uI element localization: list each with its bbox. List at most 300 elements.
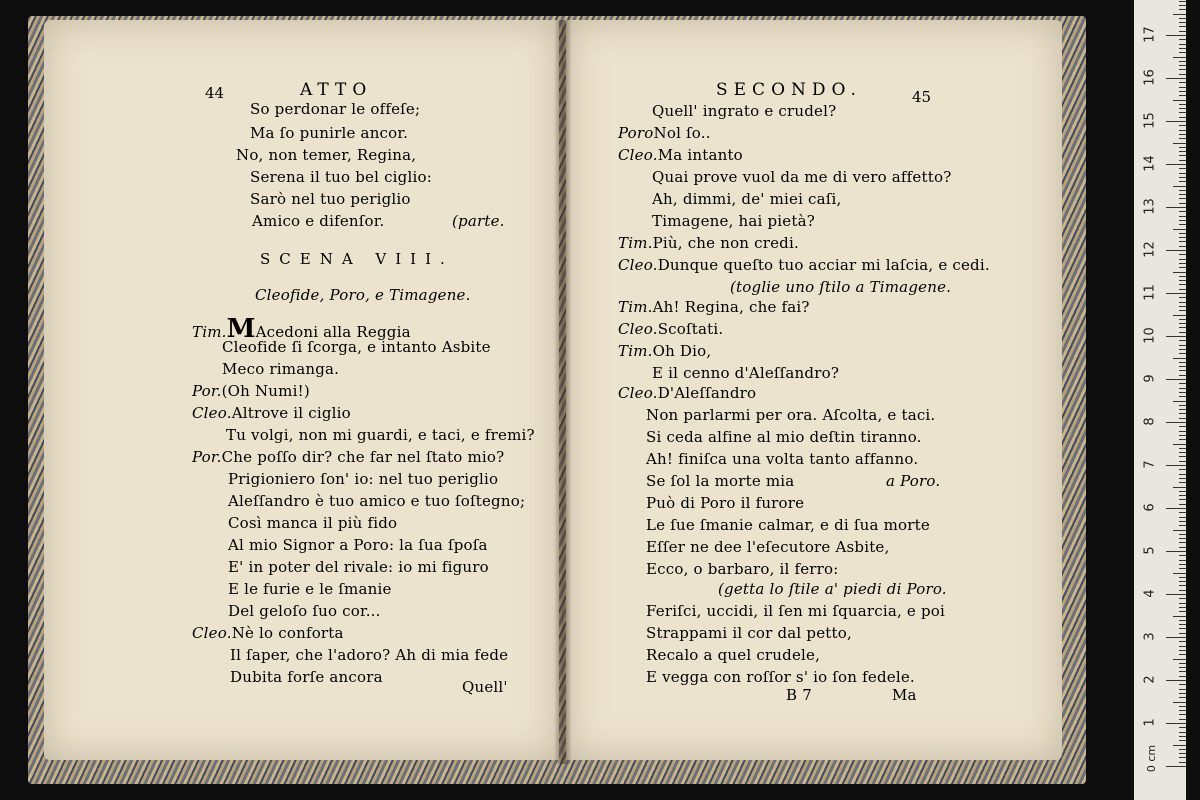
line-text: Dubita forſe ancora xyxy=(230,668,383,686)
text-line xyxy=(652,168,951,186)
line-text: Ah! finiſca una volta tanto affanno. xyxy=(646,450,919,468)
ruler-tick xyxy=(1166,637,1186,638)
ruler-tick xyxy=(1166,121,1186,122)
ruler-tick xyxy=(1179,370,1186,371)
ruler-tick xyxy=(1179,220,1186,221)
ruler-tick xyxy=(1179,254,1186,255)
ruler-tick xyxy=(1173,487,1186,488)
ruler-tick xyxy=(1179,375,1186,376)
text-line xyxy=(226,426,535,444)
text-line xyxy=(646,668,915,686)
ruler-tick xyxy=(1179,177,1186,178)
line-text: Cleofide, Poro, e Timagene. xyxy=(255,286,471,304)
speaker-label: Tim. xyxy=(618,234,653,252)
ruler-tick xyxy=(1179,710,1186,711)
speaker-label: Cleo. xyxy=(618,384,658,402)
ruler-tick xyxy=(1179,280,1186,281)
text-line xyxy=(228,580,392,598)
ruler-tick xyxy=(1179,151,1186,152)
ruler-tick xyxy=(1173,229,1186,230)
line-text: Sarò nel tuo periglio xyxy=(250,190,411,208)
ruler-tick xyxy=(1179,48,1186,49)
text-line xyxy=(250,190,411,208)
text-line xyxy=(236,146,416,164)
line-text: Quai prove vuol da me di vero affetto? xyxy=(652,168,952,186)
text-line xyxy=(618,320,723,338)
ruler-tick xyxy=(1166,422,1186,423)
text-line xyxy=(652,212,815,230)
text-line xyxy=(646,428,922,446)
ruler-tick xyxy=(1179,108,1186,109)
ruler-tick xyxy=(1179,22,1186,23)
ruler-tick xyxy=(1173,745,1186,746)
line-text: Acedoni alla Reggia xyxy=(255,323,411,341)
book-gutter xyxy=(554,20,572,764)
text-line xyxy=(646,406,935,424)
line-text: Altrove il ciglio xyxy=(231,404,351,422)
ruler-tick xyxy=(1179,349,1186,350)
ruler-tick xyxy=(1179,181,1186,182)
text-line xyxy=(230,668,383,686)
line-text: Prigioniero ſon' io: nel tuo periglio xyxy=(228,470,499,488)
ruler-number xyxy=(1143,0,1158,2)
text-line xyxy=(652,102,836,120)
text-line xyxy=(228,536,488,554)
ruler-number: 14 xyxy=(1142,155,1158,172)
stage-direction xyxy=(718,580,947,598)
text-line xyxy=(618,342,711,360)
catchword: Ma xyxy=(892,686,917,704)
ruler-tick xyxy=(1179,130,1186,131)
speaker-label: Cleo. xyxy=(192,624,232,642)
speaker-label: Por. xyxy=(192,382,222,400)
ruler-tick xyxy=(1179,452,1186,453)
line-text: Al mio Signor a Poro: la ſua ſpoſa xyxy=(228,536,488,554)
line-text: Timagene, hai pietà? xyxy=(652,212,815,230)
line-text: Che poſſo dir? che far nel ſtato mio? xyxy=(221,448,505,466)
ruler-tick xyxy=(1179,65,1186,66)
ruler-tick xyxy=(1179,302,1186,303)
speaker-label: Tim. xyxy=(618,342,653,360)
text-line xyxy=(250,124,408,142)
running-head: SECONDO. xyxy=(716,80,862,100)
ruler-tick xyxy=(1179,31,1186,32)
ruler-tick xyxy=(1179,160,1186,161)
ruler-tick xyxy=(1179,383,1186,384)
text-line xyxy=(192,624,344,642)
ruler-tick xyxy=(1179,134,1186,135)
ruler-tick xyxy=(1179,667,1186,668)
ruler-tick xyxy=(1179,568,1186,569)
speaker-label: Cleo. xyxy=(618,320,658,338)
ruler-tick xyxy=(1179,233,1186,234)
line-text: Il ſaper, che l'adoro? Ah di mia fede xyxy=(230,646,509,664)
line-text: Ah, dimmi, de' miei caſi, xyxy=(652,190,842,208)
line-text: SCENA VIII. xyxy=(260,250,454,268)
text-line xyxy=(618,384,756,402)
ruler-tick xyxy=(1179,125,1186,126)
ruler-number: 17 xyxy=(1142,26,1158,43)
line-text: Così manca il più fido xyxy=(228,514,398,532)
ruler-tick xyxy=(1179,117,1186,118)
text-line xyxy=(646,516,930,534)
ruler-tick xyxy=(1173,659,1186,660)
ruler-tick xyxy=(1166,35,1186,36)
measurement-ruler xyxy=(1134,0,1186,800)
ruler-number: 6 xyxy=(1142,503,1158,512)
ruler-tick xyxy=(1179,577,1186,578)
ruler-tick xyxy=(1179,714,1186,715)
ruler-tick xyxy=(1179,448,1186,449)
ruler-tick xyxy=(1179,693,1186,694)
text-line xyxy=(646,624,852,642)
ruler-tick xyxy=(1179,757,1186,758)
stage-direction: (parte. xyxy=(452,212,505,230)
ruler-tick xyxy=(1179,155,1186,156)
text-line xyxy=(646,494,804,512)
ruler-tick xyxy=(1166,207,1186,208)
text-line xyxy=(618,234,799,252)
ruler-tick xyxy=(1179,74,1186,75)
ruler-tick xyxy=(1179,18,1186,19)
scene-characters xyxy=(255,286,471,304)
ruler-tick xyxy=(1179,246,1186,247)
ruler-tick xyxy=(1173,186,1186,187)
ruler-tick xyxy=(1179,547,1186,548)
catchword: Quell' xyxy=(462,678,508,696)
ruler-number: 11 xyxy=(1142,284,1158,301)
ruler-tick xyxy=(1179,112,1186,113)
text-line xyxy=(618,146,743,164)
ruler-number: 15 xyxy=(1142,112,1158,129)
ruler-tick xyxy=(1179,740,1186,741)
ruler-tick xyxy=(1179,216,1186,217)
ruler-tick xyxy=(1179,388,1186,389)
text-line xyxy=(228,602,381,620)
ruler-tick xyxy=(1179,409,1186,410)
line-text: (getta lo ſtile a' piedi di Poro. xyxy=(718,580,947,598)
ruler-tick xyxy=(1179,241,1186,242)
ruler-tick xyxy=(1179,598,1186,599)
ruler-tick xyxy=(1179,585,1186,586)
ruler-tick xyxy=(1179,39,1186,40)
ruler-tick xyxy=(1179,706,1186,707)
ruler-tick xyxy=(1179,190,1186,191)
line-text: Del geloſo ſuo cor... xyxy=(228,602,381,620)
stage-direction: a Poro. xyxy=(886,472,941,490)
line-text: Eſſer ne dee l'eſecutore Asbite, xyxy=(646,538,890,556)
ruler-tick xyxy=(1166,680,1186,681)
ruler-tick xyxy=(1179,512,1186,513)
line-text: Ma ſo punirle ancor. xyxy=(250,124,409,142)
line-text: So perdonar le offeſe; xyxy=(250,100,421,118)
ruler-tick xyxy=(1179,491,1186,492)
ruler-tick xyxy=(1179,590,1186,591)
line-text: Ecco, o barbaro, il ferro: xyxy=(646,560,839,578)
text-line xyxy=(652,364,839,382)
line-text: Recalo a quel crudele, xyxy=(646,646,821,664)
ruler-tick xyxy=(1173,444,1186,445)
line-text: E vegga con roſſor s' io ſon fedele. xyxy=(646,668,915,686)
ruler-tick xyxy=(1179,439,1186,440)
line-text: Quell' ingrato e crudel? xyxy=(652,102,837,120)
text-line xyxy=(618,298,810,316)
ruler-tick xyxy=(1179,340,1186,341)
stage-direction xyxy=(730,278,951,296)
ruler-unit: 0 cm xyxy=(1145,744,1159,773)
ruler-tick xyxy=(1179,504,1186,505)
line-text: Cleofide ſi ſcorga, e intanto Asbite xyxy=(222,338,491,356)
ruler-tick xyxy=(1179,456,1186,457)
ruler-tick xyxy=(1179,753,1186,754)
ruler-tick xyxy=(1179,306,1186,307)
ruler-number: 8 xyxy=(1142,417,1158,426)
ruler-tick xyxy=(1179,482,1186,483)
line-text: D'Aleſſandro xyxy=(657,384,757,402)
line-text: No, non temer, Regina, xyxy=(236,146,417,164)
ruler-tick xyxy=(1179,87,1186,88)
ruler-tick xyxy=(1166,293,1186,294)
ruler-tick xyxy=(1179,560,1186,561)
ruler-tick xyxy=(1179,267,1186,268)
speaker-label: Poro xyxy=(618,124,654,142)
ruler-tick xyxy=(1166,594,1186,595)
ruler-tick xyxy=(1179,310,1186,311)
ruler-tick xyxy=(1179,689,1186,690)
ruler-tick xyxy=(1173,401,1186,402)
speaker-label: Cleo. xyxy=(192,404,232,422)
text-line xyxy=(618,124,711,142)
ruler-tick xyxy=(1179,396,1186,397)
ruler-tick xyxy=(1179,478,1186,479)
ruler-tick xyxy=(1179,366,1186,367)
ruler-tick xyxy=(1179,69,1186,70)
ruler-tick xyxy=(1179,603,1186,604)
ruler-tick xyxy=(1179,517,1186,518)
ruler-tick xyxy=(1179,697,1186,698)
ruler-number: 12 xyxy=(1142,241,1158,258)
ruler-tick xyxy=(1179,521,1186,522)
ruler-tick xyxy=(1179,719,1186,720)
line-text: Ah! Regina, che fai? xyxy=(652,298,810,316)
line-text: Amico e difenſor. xyxy=(252,212,385,230)
ruler-number: 4 xyxy=(1142,589,1158,598)
ruler-tick xyxy=(1166,766,1186,767)
text-line xyxy=(222,338,491,356)
ruler-tick xyxy=(1173,100,1186,101)
ruler-tick xyxy=(1179,564,1186,565)
ruler-tick xyxy=(1179,9,1186,10)
ruler-tick xyxy=(1179,297,1186,298)
ruler-tick xyxy=(1179,61,1186,62)
ruler-tick xyxy=(1179,684,1186,685)
text-line xyxy=(646,538,889,556)
line-text: (Oh Numi!) xyxy=(221,382,310,400)
ruler-tick xyxy=(1179,499,1186,500)
line-text: Scoſtati. xyxy=(657,320,724,338)
text-line xyxy=(192,404,351,422)
text-line xyxy=(228,514,397,532)
ruler-tick xyxy=(1179,345,1186,346)
ruler-tick xyxy=(1179,194,1186,195)
speaker-label: Cleo. xyxy=(618,146,658,164)
ruler-tick xyxy=(1179,52,1186,53)
ruler-tick xyxy=(1179,237,1186,238)
text-line xyxy=(192,448,504,466)
ruler-tick xyxy=(1173,702,1186,703)
ruler-tick xyxy=(1179,211,1186,212)
ruler-tick xyxy=(1179,736,1186,737)
ruler-tick xyxy=(1166,336,1186,337)
line-text: Tu volgi, non mi guardi, e taci, e fremi? xyxy=(226,426,535,444)
ruler-tick xyxy=(1179,95,1186,96)
ruler-tick xyxy=(1179,284,1186,285)
ruler-tick xyxy=(1179,413,1186,414)
ruler-tick xyxy=(1179,727,1186,728)
ruler-tick xyxy=(1173,315,1186,316)
ruler-tick xyxy=(1173,573,1186,574)
ruler-tick xyxy=(1179,628,1186,629)
ruler-number: 2 xyxy=(1142,675,1158,684)
ruler-number: 7 xyxy=(1142,460,1158,469)
text-line xyxy=(646,602,945,620)
ruler-tick xyxy=(1179,259,1186,260)
ruler-tick xyxy=(1179,461,1186,462)
line-text: Nè lo conforta xyxy=(231,624,344,642)
ruler-tick xyxy=(1179,91,1186,92)
line-text: Meco rimanga. xyxy=(222,360,340,378)
ruler-tick xyxy=(1179,168,1186,169)
ruler-tick xyxy=(1179,525,1186,526)
ruler-number: 10 xyxy=(1142,327,1158,344)
ruler-tick xyxy=(1179,224,1186,225)
ruler-tick xyxy=(1166,508,1186,509)
line-text: Si ceda alfine al mio deſtin tiranno. xyxy=(646,428,922,446)
page-number: 44 xyxy=(205,84,225,102)
ruler-tick xyxy=(1179,671,1186,672)
text-line xyxy=(228,558,489,576)
ruler-tick xyxy=(1179,620,1186,621)
ruler-tick xyxy=(1173,616,1186,617)
ruler-tick xyxy=(1179,663,1186,664)
ruler-tick xyxy=(1179,362,1186,363)
ruler-tick xyxy=(1179,173,1186,174)
line-text: E il cenno d'Aleſſandro? xyxy=(652,364,840,382)
text-line xyxy=(250,168,432,186)
ruler-tick xyxy=(1179,495,1186,496)
text-line xyxy=(192,382,310,400)
ruler-tick xyxy=(1179,198,1186,199)
ruler-tick xyxy=(1166,78,1186,79)
ruler-tick xyxy=(1166,465,1186,466)
line-text: Aleſſandro è tuo amico e tuo ſoſtegno; xyxy=(228,492,526,510)
text-line xyxy=(228,470,498,488)
line-text: Ma intanto xyxy=(657,146,743,164)
line-text: Serena il tuo bel ciglio: xyxy=(250,168,432,186)
ruler-tick xyxy=(1179,641,1186,642)
text-line xyxy=(222,360,339,378)
ruler-number: 9 xyxy=(1142,374,1158,383)
ruler-tick xyxy=(1179,732,1186,733)
speaker-label: Por. xyxy=(192,448,222,466)
ruler-tick xyxy=(1179,654,1186,655)
ruler-tick xyxy=(1179,611,1186,612)
ruler-tick xyxy=(1179,323,1186,324)
line-text: Feriſci, uccidi, il ſen mi ſquarcia, e poi xyxy=(646,602,946,620)
ruler-tick xyxy=(1179,203,1186,204)
line-text: E' in poter del rivale: io mi figuro xyxy=(228,558,489,576)
ruler-tick xyxy=(1173,143,1186,144)
ruler-number: 5 xyxy=(1142,546,1158,555)
ruler-tick xyxy=(1179,1,1186,2)
ruler-tick xyxy=(1179,762,1186,763)
line-text: Dunque queſto tuo acciar mi laſcia, e cedi. xyxy=(657,256,990,274)
text-line xyxy=(618,256,990,274)
ruler-tick xyxy=(1179,581,1186,582)
text-line xyxy=(250,100,420,118)
ruler-tick xyxy=(1179,474,1186,475)
ruler-tick xyxy=(1179,147,1186,148)
text-line xyxy=(230,646,508,664)
ruler-tick xyxy=(1179,104,1186,105)
ruler-tick xyxy=(1173,272,1186,273)
ruler-tick xyxy=(1179,263,1186,264)
line-text: Può di Poro il furore xyxy=(646,494,805,512)
ruler-tick xyxy=(1166,379,1186,380)
line-text: Se ſol la morte mia xyxy=(646,472,795,490)
text-line xyxy=(646,450,918,468)
ruler-tick xyxy=(1179,624,1186,625)
ruler-tick xyxy=(1179,607,1186,608)
ruler-tick xyxy=(1179,633,1186,634)
speaker-label: Tim. xyxy=(192,323,227,341)
ruler-tick xyxy=(1179,650,1186,651)
text-line xyxy=(652,190,842,208)
ruler-tick xyxy=(1179,646,1186,647)
ruler-tick xyxy=(1179,542,1186,543)
text-line xyxy=(646,560,839,578)
ruler-tick xyxy=(1166,551,1186,552)
ruler-tick xyxy=(1173,14,1186,15)
signature-mark: B 7 xyxy=(786,686,812,704)
line-text: Non parlarmi per ora. Aſcolta, e taci. xyxy=(646,406,936,424)
ruler-tick xyxy=(1166,164,1186,165)
line-text: (toglie uno ſtilo a Timagene. xyxy=(730,278,952,296)
speaker-label: Cleo. xyxy=(618,256,658,274)
text-line xyxy=(228,492,525,510)
ruler-tick xyxy=(1179,435,1186,436)
line-text: Oh Dio, xyxy=(652,342,712,360)
ruler-tick xyxy=(1179,26,1186,27)
ruler-tick xyxy=(1179,676,1186,677)
ruler-number: 1 xyxy=(1142,718,1158,727)
ruler-tick xyxy=(1179,431,1186,432)
running-head: ATTO xyxy=(300,80,373,100)
ruler-tick xyxy=(1179,353,1186,354)
ruler-number: 3 xyxy=(1142,632,1158,641)
ruler-tick xyxy=(1179,319,1186,320)
ruler-number: 16 xyxy=(1142,69,1158,86)
ruler-tick xyxy=(1179,418,1186,419)
text-line xyxy=(646,646,820,664)
text-line xyxy=(252,212,384,230)
ruler-tick xyxy=(1179,534,1186,535)
ruler-tick xyxy=(1179,469,1186,470)
ruler-tick xyxy=(1166,250,1186,251)
scene-heading xyxy=(260,250,454,268)
line-text: Strappami il cor dal petto, xyxy=(646,624,852,642)
line-text: Più, che non credi. xyxy=(652,234,799,252)
